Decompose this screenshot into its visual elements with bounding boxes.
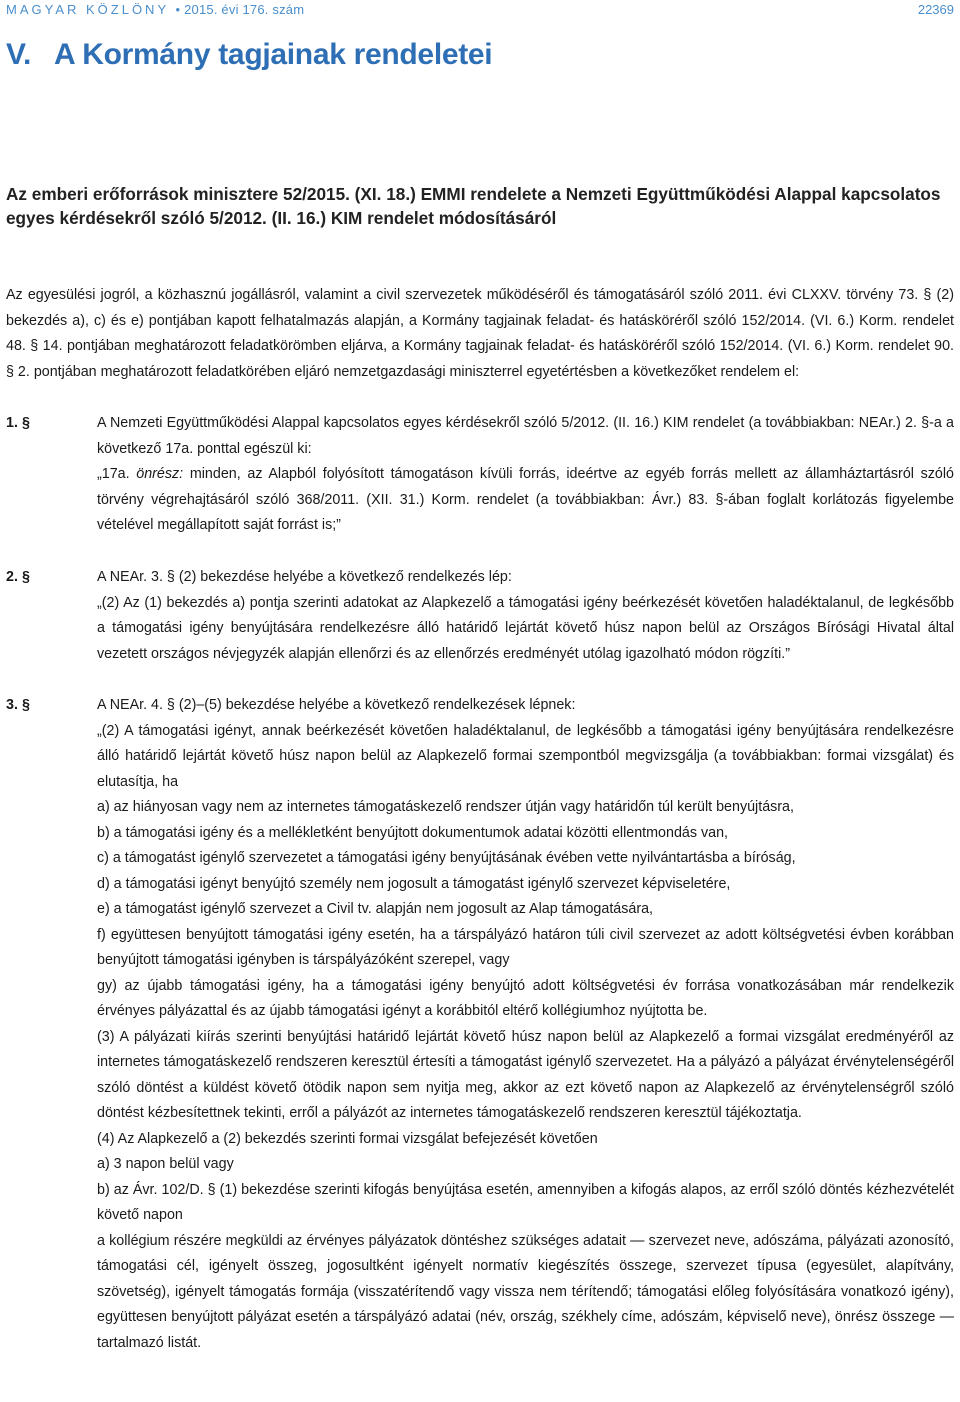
section-number: 3. [6, 697, 18, 713]
preamble: Az egyesülési jogról, a közhasznú jogállásról, valamint a civil szervezetek működéséről és támogatásáról szóló 2011. évi CLXXV. törvény 73. § (2) bekezdés a), c) és e) pontjában kapott felhatalmazás alapján, a Kormány tagjainak feladat- és hatásköréről szóló 152/2014. (VI. 6.) Korm. rendelet 48. § 14. pontjában meghatározott feladatkörömben eljárva, a Kormány tagjainak feladat- és hatásköréről szóló 152/2014. (VI. 6.) Korm. rendelet 90. § 2. pontjában meghatározott feladatkörében eljáró nemzetgazdasági miniszterrel egyetértésben a következőket rendelem el: [6, 287, 954, 380]
list-item: b) az Ávr. 102/D. § (1) bekezdése szerinti kifogás benyújtása esetén, amennyiben a kifogás alapos, az erről szóló döntés kézhezvételét követő napon [97, 1181, 954, 1223]
amend-rest: minden, az Alapból folyósított támogatáson kívüli forrás, ideértve az egyéb forrás mellett az államháztartásról szóló törvény végrehajtásáról szóló 368/2011. (XII. 31.) Korm. rendelet (a továbbiakban: Ávr.) 83. §-ában foglalt korlátozás figyelembe vételével megállapított saját forrást is;” [97, 466, 954, 533]
amendment-text: „(2) Az (1) bekezdés a) pontja szerinti adatokat az Alapkezelő a támogatási igény beérkezését követően haladéktalanul, de legkésőbb a támogatási igény benyújtására rendelkezésre álló határidő lejártát követő húsz napon belül az Országos Bírósági Hivatal által vezetett országos névjegyzék alapján ellenőrzi és az ellenőrzés eredményét utólag igazolható módon rögzíti.” [97, 594, 954, 662]
section-mark: § [22, 697, 30, 713]
list-item: c) a támogatást igénylő szervezetet a támogatási igény benyújtásának évében vette nyilvántartásba a bíróság, [97, 850, 796, 866]
list-item: d) a támogatási igényt benyújtó személy nem jogosult a támogatást igénylő szervezet képviseletére, [97, 875, 731, 892]
list-item: b) a támogatási igény és a mellékletként benyújtott dokumentumok adatai közötti ellentmondás van, [97, 824, 729, 841]
section-mark: § [22, 415, 30, 431]
decree-title: Az emberi erőforrások minisztere 52/2015. (XI. 18.) EMMI rendelete a Nemzeti Együttműködési Alappal kapcsolatos egyes kérdésekről szóló 5/2012. (II. 16.) KIM rendelet módosításáról [6, 184, 941, 228]
journal-name: MAGYAR KÖZLÖNY [6, 2, 169, 17]
section-body [97, 693, 954, 1356]
paragraph: „(2) A támogatási igényt, annak beérkezését követően haladéktalanul, de legkésőbb a támogatási igény benyújtására rendelkezésre álló határidő lejártát követő húsz napon belül az Alapkezelő formai szempontból megvizsgálja (a továbbiakban: formai vizsgálat) és elutasítja, ha [97, 722, 954, 790]
paragraph: (3) A pályázati kiírás szerinti benyújtási határidő lejártát követő húsz napon belül az Alapkezelő a formai vizsgálat eredményéről az internetes támogatáskezelő rendszeren keresztül értesíti a támogatást igénylő szervezetet. Ha a pályázó a pályázat érvénytelenségéről szóló döntést a küldést követő ötödik napon sem nyitja meg, akkor az ezt követő napon az Alapkezelő az érvénytelenségről szóló döntést kézbesítettnek tekinti, erről a pályázót az internetes támogatáskezelő rendszeren keresztül tájékoztatja. [97, 1028, 954, 1121]
list-item: a) az hiányosan vagy nem az internetes támogatáskezelő rendszer útján vagy határidőn túl került benyújtásra, [97, 799, 794, 815]
amendment-text [97, 462, 954, 539]
section-body [97, 565, 954, 667]
list-item: f) együttesen benyújtott támogatási igény esetén, ha a társpályázó határon túli civil szervezet az adott költségvetési évben korábban benyújtott támogatási igényben is társpályázóként szerepel, vagy [97, 926, 954, 968]
paragraph: a kollégium részére megküldi az érvényes pályázatok döntéshez szükséges adatait — szervezet neve, adószáma, pályázati azonosító, támogatási cél, igényelt összeg, jogosultként igényelt normatív kiegészítés összege, szervezet típusa (egyesület, alapítvány, szövetség), igényelt támogatás formája (visszatérítendő vagy vissza nem térítendő; támogatási előleg folyósítására vonatkozó igény), együttesen benyújtott pályázat esetén a társpályázó adatai (név, ország, székhely címe, adószám, képviselő neve), önrész összege — tartalmazó listát. [97, 1232, 954, 1351]
amend-prefix: „17a. [97, 466, 137, 482]
section-intro: A NEAr. 3. § (2) bekezdése helyébe a következő rendelkezés lép: [97, 569, 512, 585]
list-item: e) a támogatást igénylő szervezet a Civil tv. alapján nem jogosult az Alap támogatására, [97, 901, 654, 917]
section-intro: A Nemzeti Együttműködési Alappal kapcsolatos egyes kérdésekről szóló 5/2012. (II. 16.) KIM rendelet (a továbbiakban: NEAr.) 2. §-a a következő 17a. ponttal egészül ki: [97, 415, 954, 457]
section-intro: A NEAr. 4. § (2)–(5) bekezdése helyébe a következő rendelkezések lépnek: [97, 697, 576, 713]
page-number: 22369 [917, 2, 954, 17]
section-body [97, 411, 954, 539]
section-number: 2. [6, 569, 18, 585]
amend-term: önrész: [136, 466, 184, 482]
list-item: a) 3 napon belül vagy [97, 1156, 234, 1172]
paragraph: (4) Az Alapkezelő a (2) bekezdés szerinti formai vizsgálat befejezését követően [97, 1130, 598, 1147]
section-mark: § [22, 569, 30, 585]
section-number: 1. [6, 415, 18, 431]
section-title: V. A Kormány tagjainak rendeletei [6, 38, 493, 71]
journal-issue: 2015. évi 176. szám [184, 2, 305, 17]
journal-header: MAGYAR KÖZLÖNY • 2015. évi 176. szám [6, 2, 305, 17]
list-item: gy) az újabb támogatási igény, ha a támogatási igény benyújtó adott költségvetési év forrása vonatkozásában már rendelkezik érvényes pályázattal és az újabb támogatási igényt a korábbitól eltérő kollégiumhoz nyújtotta be. [97, 977, 954, 1019]
